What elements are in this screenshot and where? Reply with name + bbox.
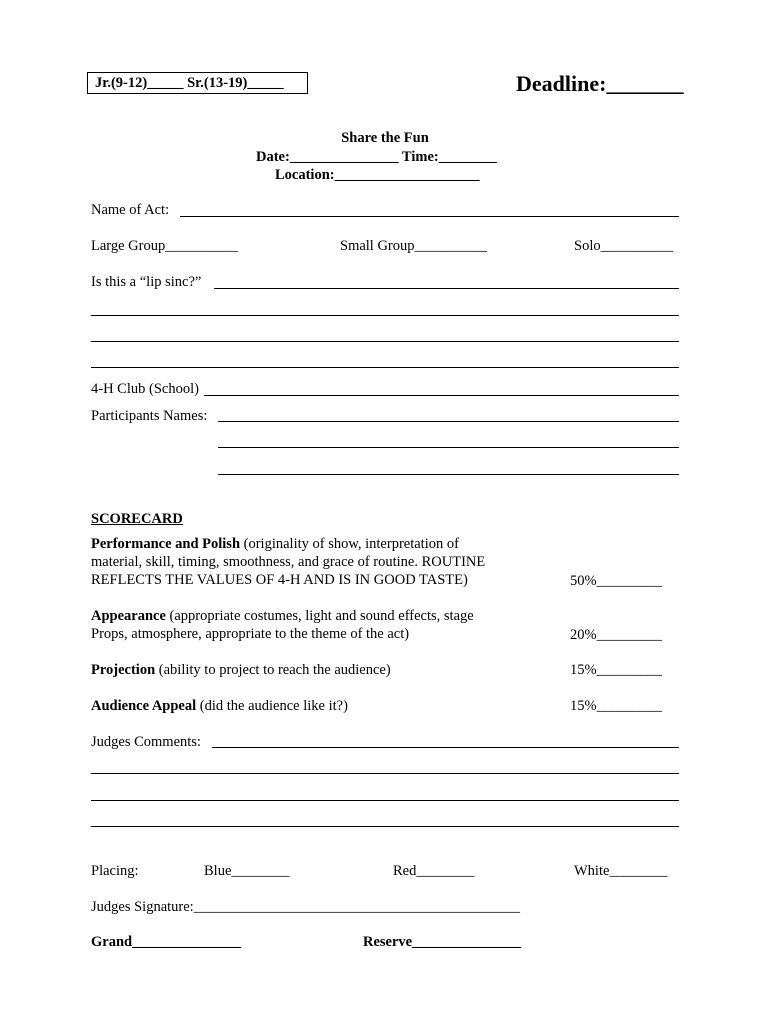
participants-line[interactable]	[218, 474, 679, 475]
appearance-desc-1: (appropriate costumes, light and sound effects, stage	[165, 608, 474, 624]
appearance-desc-2: Props, atmosphere, appropriate to the theme of the act)	[91, 626, 410, 642]
scorecard-heading: SCORECARD	[91, 511, 183, 527]
club-line[interactable]	[204, 395, 679, 396]
performance-title: Performance and Polish	[91, 536, 241, 552]
lip-sinc-line[interactable]	[214, 288, 679, 289]
comments-line[interactable]	[91, 800, 679, 801]
participants-line[interactable]	[218, 421, 679, 422]
appearance-criterion	[91, 607, 551, 643]
comments-line[interactable]	[212, 747, 679, 748]
deadline-field[interactable]: Deadline:_______	[516, 71, 684, 96]
small-group-field[interactable]: Small Group__________	[340, 238, 488, 254]
comments-line[interactable]	[91, 773, 679, 774]
appeal-score[interactable]: 15%_________	[570, 698, 662, 714]
grand-field[interactable]: Grand_______________	[91, 934, 241, 950]
judges-signature-field[interactable]: Judges Signature:_____________________________________________	[91, 899, 520, 915]
event-title: Share the Fun	[341, 130, 429, 146]
appearance-title: Appearance	[91, 608, 166, 624]
date-time-field[interactable]: Date:_______________ Time:________	[256, 149, 497, 165]
large-group-field[interactable]: Large Group__________	[91, 238, 238, 254]
judges-comments-label: Judges Comments:	[91, 734, 201, 750]
appeal-criterion	[91, 699, 348, 714]
blue-placing-field[interactable]: Blue________	[204, 863, 290, 879]
division-options[interactable]: Jr.(9-12)_____ Sr.(13-19)_____	[95, 75, 284, 91]
comments-line[interactable]	[91, 826, 679, 827]
projection-title: Projection	[91, 662, 156, 678]
performance-desc-3: REFLECTS THE VALUES OF 4-H AND IS IN GOOD TASTE)	[91, 572, 468, 588]
performance-desc-1: (originality of show, interpretation of	[240, 536, 459, 552]
lip-sinc-label: Is this a “lip sinc?”	[91, 274, 202, 290]
name-of-act-line[interactable]	[180, 216, 679, 217]
participants-line[interactable]	[218, 447, 679, 448]
location-field[interactable]: Location:____________________	[275, 167, 480, 183]
white-placing-field[interactable]: White________	[574, 863, 668, 879]
answer-line[interactable]	[91, 341, 679, 342]
performance-desc-2: material, skill, timing, smoothness, and grace of routine. ROUTINE	[91, 554, 486, 570]
appeal-desc: (did the audience like it?)	[196, 698, 348, 714]
appeal-title: Audience Appeal	[91, 698, 197, 714]
performance-score[interactable]: 50%_________	[570, 573, 662, 589]
projection-desc: (ability to project to reach the audience)	[155, 662, 391, 678]
performance-criterion	[91, 535, 551, 589]
answer-line[interactable]	[91, 315, 679, 316]
name-of-act-label: Name of Act:	[91, 202, 170, 218]
placing-label: Placing:	[91, 863, 139, 879]
appearance-score[interactable]: 20%_________	[570, 627, 662, 643]
solo-field[interactable]: Solo__________	[574, 238, 674, 254]
red-placing-field[interactable]: Red________	[393, 863, 475, 879]
projection-criterion	[91, 663, 391, 678]
participants-label: Participants Names:	[91, 408, 208, 424]
club-label: 4-H Club (School)	[91, 381, 199, 397]
reserve-field[interactable]: Reserve_______________	[363, 934, 521, 950]
answer-line[interactable]	[91, 367, 679, 368]
projection-score[interactable]: 15%_________	[570, 662, 662, 678]
